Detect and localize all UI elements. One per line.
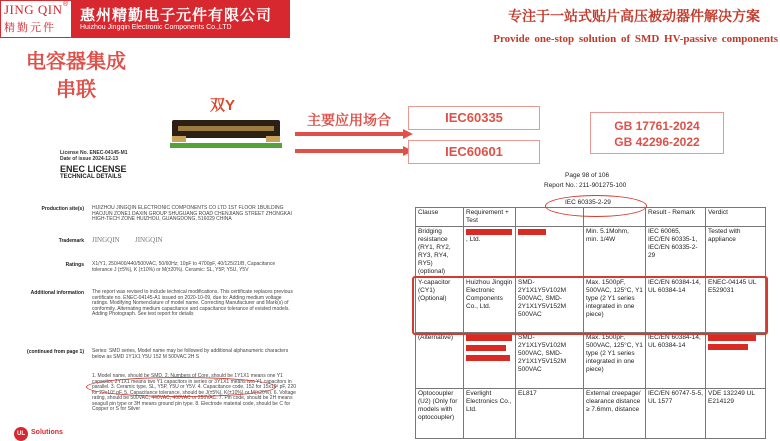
section-title-line2: 串联 — [56, 79, 96, 101]
license-row-value: X1/Y1, 250/400/440/500VAC, 50/60Hz; 10pF to 4700pF, 40/125/21/B, Capacitance tolerance J (±5%), K (±10%) or M(±20%). Ceramic: SL, Y5P, Y5U, Y5V — [92, 261, 276, 273]
table-cell: VDE 132249 UL E214129 — [706, 389, 766, 439]
table-cell: Y-capacitor (CY1) (Optional) — [416, 278, 464, 333]
redaction-mask — [708, 344, 748, 350]
license-row-value: The report was revised to include technical modifications. This certificate replaces previous certificate no. ENEC-04145-A1 issued on 2020-10-09, due to: Adding medium voltage ratings. Modifying Nomenclature of model name. Correcting Manufacturer and Mark(s) of conformity. Alternating medium capacitance and capacitance tolerance of existed models. Adding Photograph. See test report for details — [92, 289, 293, 317]
column-header: Requirement + Test — [464, 208, 516, 227]
capacitor-terminal-right — [266, 136, 280, 142]
highlight-ellipse — [86, 377, 276, 397]
license-row-value: Series: SMD series, Model name may be followed by additional alphanumeric characters below as SMD 1Y1X1 Y5U 152 M 500VAC 2H S — [92, 348, 289, 360]
table-cell: IEC/EN 60384-14, UL 60384-14 — [646, 333, 706, 389]
enec-license-document — [0, 150, 300, 439]
redaction-mask — [466, 335, 512, 341]
license-date-text: Date of issue 2024-12-13 — [60, 156, 119, 162]
section-title-line1: 电容器集成 — [26, 51, 126, 73]
table-row — [416, 333, 766, 389]
slogan-en: Provide one-stop solution of SMD HV-passive components — [493, 33, 778, 45]
table-cell: Min. 5.1Mohm, min. 1/4W — [584, 227, 646, 278]
slogan-cn: 专注于一站式贴片高压被动器件解决方案 — [508, 8, 760, 24]
license-title: ENEC LICENSE — [60, 164, 127, 174]
license-row-label: Production site(s) — [41, 206, 84, 212]
table-cell — [464, 227, 516, 278]
license-row-label: Additional information — [30, 290, 84, 296]
arrow-right-icon — [295, 146, 413, 156]
iec60335-box: IEC60335 — [408, 106, 540, 130]
license-no-text: License No. ENEC-04145-M1 — [60, 150, 128, 156]
logo-en-text: JING QIN — [4, 2, 63, 17]
iec-clause-tag: IEC 60335-2-29 — [565, 199, 611, 206]
redaction-mask — [518, 229, 546, 235]
table-cell: Everlight Electronics Co., Ltd. — [464, 389, 516, 439]
gb-standards-box — [590, 112, 724, 154]
redaction-mask — [466, 355, 510, 361]
redaction-mask — [466, 229, 512, 235]
trademark-logo-1: JINGQIN — [92, 236, 120, 244]
cell-text: , Ltd. — [466, 236, 481, 243]
license-row-value: 1. Model name, should be SMD. 2. Numbers of Core, should be 1Y1X1 means one Y1 capacitor, 2Y1X1 means two Y1 capacitors in series or 3Y1X1 means two Y1 capacitors in parallel. 3. Ceramic type, SL, Y5P, Y5U or Y5V. 4. Capacitance code, 152 for 15x10² pF, 220 for 22x10° pF. 5. Capacitance tolerance, should be J(±5%), K(±10%) or M(±20%). 6. Voltage rating, should be 500VAC, 440VAC, 400VAC or 250VAC. 7. Pin code, should be 2H means seagull pin type or 3H means ground pin type. 8. Electrode material code, should be C for Copper or S for Silver — [92, 373, 297, 412]
report-number: Report No.: 211-901275-100 — [544, 182, 627, 189]
capacitor-terminal-left — [172, 136, 186, 142]
table-cell: Tested with appliance — [706, 227, 766, 278]
pcb-pad — [170, 143, 282, 148]
table-row — [416, 227, 766, 278]
application-label: 主要应用场合 — [307, 112, 391, 128]
license-number — [60, 150, 128, 162]
header-banner — [0, 0, 290, 38]
gb-standard-1: GB 17761-2024 — [614, 119, 700, 133]
table-cell: Huizhou Jingqin Electronic Components Co., Ltd. — [464, 278, 516, 333]
company-logo — [0, 0, 72, 38]
column-header: Result - Remark — [646, 208, 706, 227]
test-report-document — [415, 170, 780, 439]
trademark-logo-2: JINGQIN — [135, 236, 163, 244]
table-cell: IEC/EN 60747-5-5, UL 1577 — [646, 389, 706, 439]
license-row-label: Ratings — [65, 262, 84, 268]
ul-logo-icon: UL — [14, 427, 28, 441]
table-cell: Max. 1500pF, 500VAC, 125°C, Y1 type (2 Y1 series integrated in one piece) — [584, 278, 646, 333]
registered-mark: ® — [63, 1, 69, 8]
logo-cn-text: 精勤元件 — [4, 22, 56, 34]
table-cell: SMD-2Y1X1Y5V102M 500VAC, SMD-2Y1X1Y5V152M 500VAC — [516, 333, 584, 389]
license-row-value: HUIZHOU JINGQIN ELECTRONIC COMPONENTS CO LTD 1ST FLOOR 1BUILDING HAOJUN ZONE1 DAXIN GROUP SHUGUANG ROAD CHENJIANG STREET ZHONGKAI HIGH-TECH ZONE HUIZHOU, GUANGDONG, 516029 CHINA — [92, 205, 292, 222]
column-header: Verdict — [706, 208, 766, 227]
table-cell: SMD-2Y1X1Y5V102M 500VAC, SMD-2Y1X1Y5V152M 500VAC — [516, 278, 584, 333]
highlight-rectangle — [412, 276, 768, 335]
table-cell — [706, 333, 766, 389]
arrow-right-icon — [295, 129, 413, 139]
table-cell — [464, 333, 516, 389]
table-cell: IEC 60065, IEC/EN 60335-1, IEC/EN 60335-2-29 — [646, 227, 706, 278]
capacitor-image — [172, 120, 280, 144]
table-cell: (Alternative) — [416, 333, 464, 389]
trademark-logos — [92, 238, 297, 245]
company-name-cn: 惠州精勤电子元件有限公司 — [80, 8, 273, 24]
table-cell: External creepage/ clearance distance ≥ 7.6mm, distance — [584, 389, 646, 439]
report-page-number: Page 98 of 106 — [565, 172, 610, 179]
redaction-mask — [466, 345, 506, 351]
column-header: Clause — [416, 208, 464, 227]
table-cell: Bridging resistance (RY1, RY2, RY3, RY4, RY5) (optional) — [416, 227, 464, 278]
license-subtitle: TECHNICAL DETAILS — [60, 174, 122, 180]
gb-standard-2: GB 42296-2022 — [614, 135, 700, 149]
ul-solutions-text: Solutions — [31, 429, 63, 436]
section-title — [6, 48, 146, 104]
table-cell: IEC/EN 60384-14, UL 60384-14 — [646, 278, 706, 333]
table-cell — [516, 227, 584, 278]
table-row — [416, 389, 766, 439]
component-label: 双Y — [210, 97, 236, 114]
table-cell: EL817 — [516, 389, 584, 439]
capacitor-stripe — [178, 126, 274, 131]
license-row-label: Trademark — [58, 238, 84, 244]
table-cell: Optocoupler (U2) (Only for models with optocoupler) — [416, 389, 464, 439]
redaction-mask — [708, 335, 756, 341]
table-cell: ENEC-04145 UL E529031 — [706, 278, 766, 333]
company-name-en: Huizhou Jingqin Electronic Components Co.,LTD — [80, 24, 232, 31]
iec60601-box: IEC60601 — [408, 140, 540, 164]
table-cell: Max. 1500pF, 500VAC, 125°C, Y1 type (2 Y1 series integrated in one piece) — [584, 333, 646, 389]
license-row-label: (continued from page 1) — [27, 349, 84, 355]
